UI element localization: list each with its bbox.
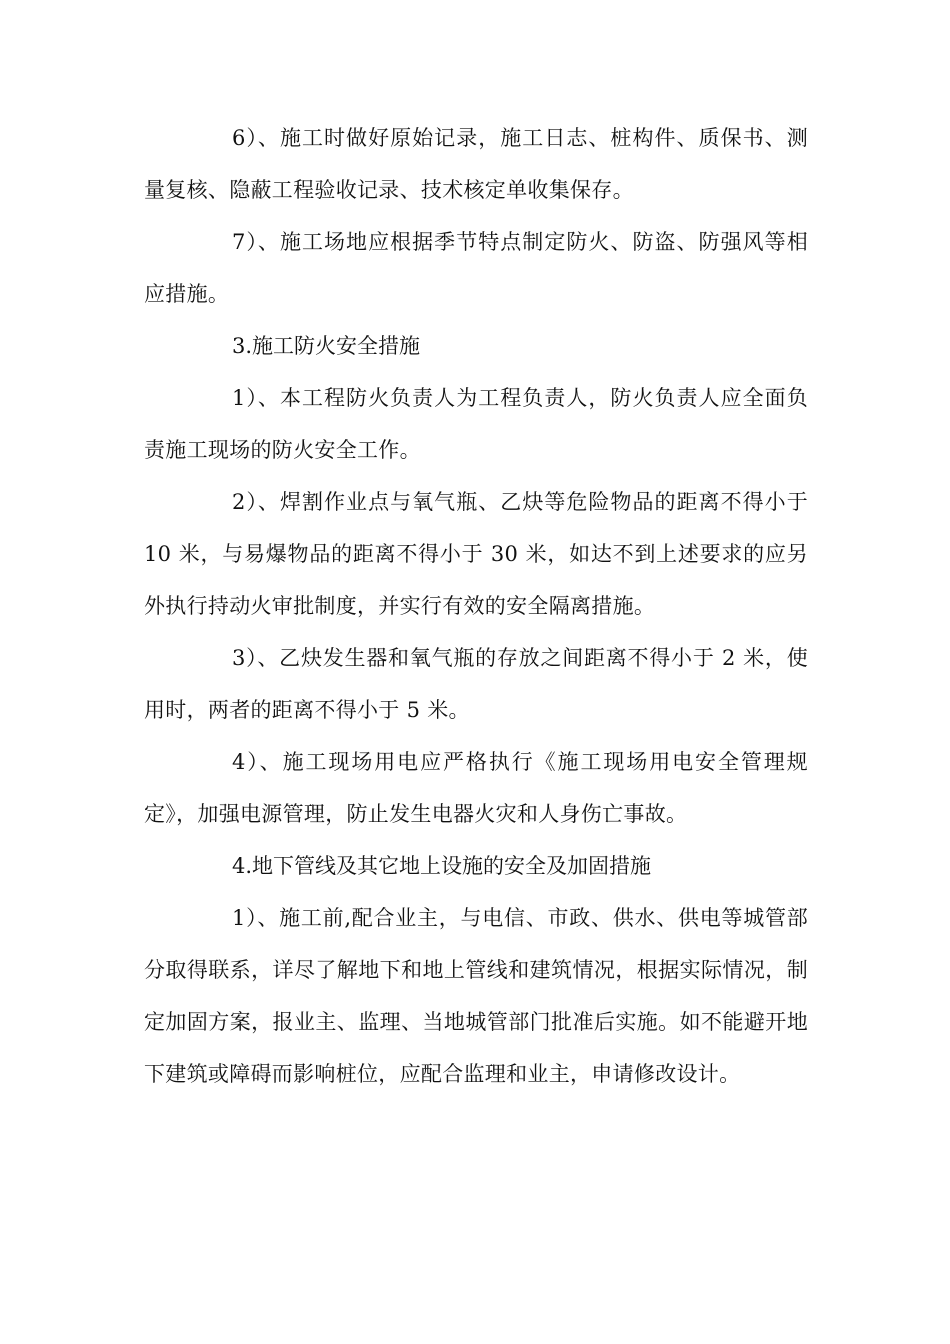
paragraph-item-6: 6）、施工时做好原始记录，施工日志、桩构件、质保书、测量复核、隐蔽工程验收记录、技术核定单收集保存。 <box>144 126 808 202</box>
document-body <box>144 112 808 1100</box>
section-heading-pipeline-safety: 4.地下管线及其它地上设施的安全及加固措施 <box>232 854 652 878</box>
paragraph-fire-item-4: 4）、施工现场用电应严格执行《施工现场用电安全管理规定》，加强电源管理，防止发生电器火灾和人身伤亡事故。 <box>144 750 808 826</box>
section-heading-fire-safety: 3.施工防火安全措施 <box>232 334 421 358</box>
paragraph-fire-item-2: 2）、焊割作业点与氧气瓶、乙炔等危险物品的距离不得小于 10 米，与易爆物品的距离不得小于 30 米，如达不到上述要求的应另外执行持动火审批制度，并实行有效的安全隔离措施。 <box>144 490 808 618</box>
paragraph-fire-item-1: 1）、本工程防火负责人为工程负责人，防火负责人应全面负责施工现场的防火安全工作。 <box>144 386 808 462</box>
paragraph-item-7: 7）、施工场地应根据季节特点制定防火、防盗、防强风等相应措施。 <box>144 230 808 306</box>
paragraph-pipeline-item-1: 1）、施工前,配合业主，与电信、市政、供水、供电等城管部分取得联系，详尽了解地下和地上管线和建筑情况，根据实际情况，制定加固方案，报业主、监理、当地城管部门批准后实施。如不能避开地下建筑或障碍而影响桩位，应配合监理和业主，申请修改设计。 <box>144 906 808 1086</box>
paragraph-fire-item-3: 3）、乙炔发生器和氧气瓶的存放之间距离不得小于 2 米，使用时，两者的距离不得小于 5 米。 <box>144 646 808 722</box>
